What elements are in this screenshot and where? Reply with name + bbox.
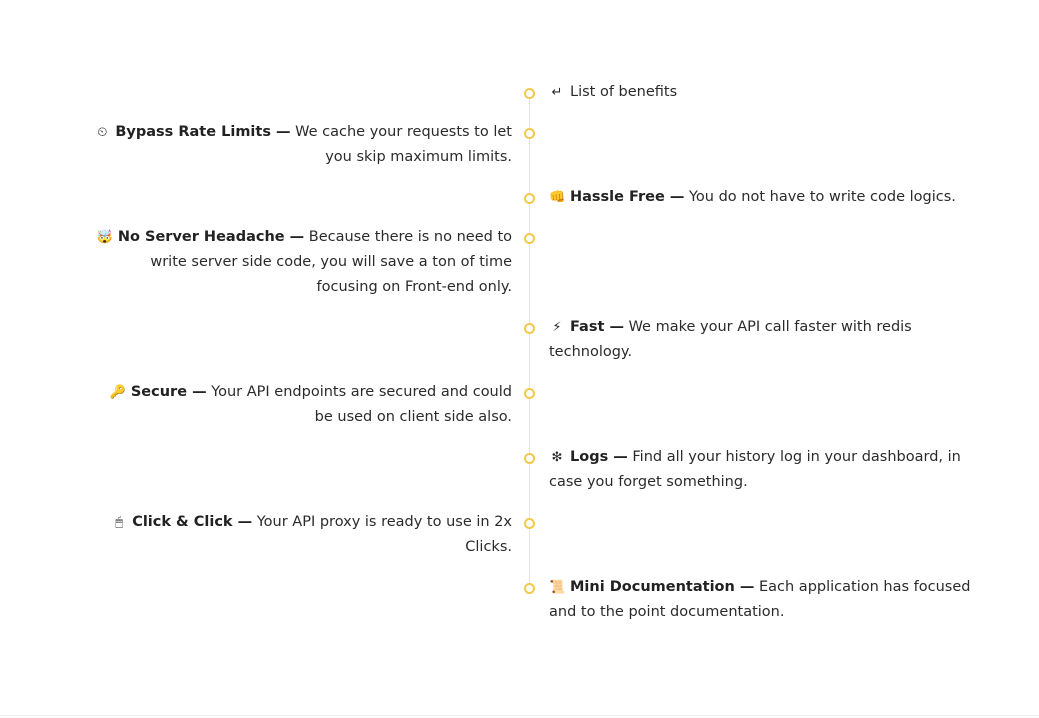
benefit-description: Your API endpoints are secured and could be used on client side also. xyxy=(211,384,512,425)
benefit-title: No Server Headache — xyxy=(117,229,305,245)
timeline-axis xyxy=(529,92,530,588)
lightning-icon: ⚡ xyxy=(552,320,562,335)
timeline-dot xyxy=(524,388,535,399)
mouse-icon: 🖱 xyxy=(115,515,124,530)
timeline-header xyxy=(549,80,979,105)
bottom-divider xyxy=(0,715,1039,716)
benefit-description: Find all your history log in your dashboard, in case you forget something. xyxy=(549,449,961,490)
benefit-description: Because there is no need to write server side code, you will save a ton of time focusing on Front-end only. xyxy=(150,229,512,295)
timeline-dot xyxy=(524,88,535,99)
timeline-dot xyxy=(524,583,535,594)
benefit-title: Fast — xyxy=(570,319,624,335)
benefit-item-click-and-click xyxy=(92,510,512,560)
benefit-description: We make your API call faster with redis technology. xyxy=(549,319,912,360)
benefit-title: Bypass Rate Limits — xyxy=(115,124,291,140)
benefit-item-hassle-free xyxy=(549,185,979,210)
benefit-title: Hassle Free — xyxy=(570,189,685,205)
benefit-item-mini-documentation xyxy=(549,575,979,625)
timeline-dot xyxy=(524,453,535,464)
fist-icon: 👊 xyxy=(549,190,566,205)
benefit-item-logs xyxy=(549,445,979,495)
benefit-item-bypass-rate-limits xyxy=(92,120,512,170)
benefit-title: Click & Click — xyxy=(132,514,253,530)
header-label: List of benefits xyxy=(570,84,678,100)
benefit-description: Each application has focused and to the point documentation. xyxy=(549,579,971,620)
timeline-dot xyxy=(524,323,535,334)
benefit-description: You do not have to write code logics. xyxy=(689,189,956,205)
benefit-item-fast xyxy=(549,315,979,365)
scroll-icon: 📜 xyxy=(549,580,566,595)
benefit-description: Your API proxy is ready to use in 2x Clicks. xyxy=(256,514,512,555)
sparkle-icon: ❇ xyxy=(551,450,563,465)
timeline-dot xyxy=(524,128,535,139)
timer-icon: ⏲ xyxy=(97,125,108,140)
benefit-item-secure xyxy=(92,380,512,430)
key-icon: 🔑 xyxy=(109,385,127,400)
benefit-item-no-server-headache xyxy=(92,225,512,300)
timeline-dot xyxy=(524,193,535,204)
benefit-title: Secure — xyxy=(130,384,207,400)
exploding-head-icon: 🤯 xyxy=(96,230,114,245)
timeline-dot xyxy=(524,518,535,529)
timeline-dot xyxy=(524,233,535,244)
benefit-title: Logs — xyxy=(570,449,628,465)
benefit-description: We cache your requests to let you skip maximum limits. xyxy=(295,124,512,165)
return-arrow-icon: ↵ xyxy=(551,85,563,100)
benefit-title: Mini Documentation — xyxy=(570,579,755,595)
